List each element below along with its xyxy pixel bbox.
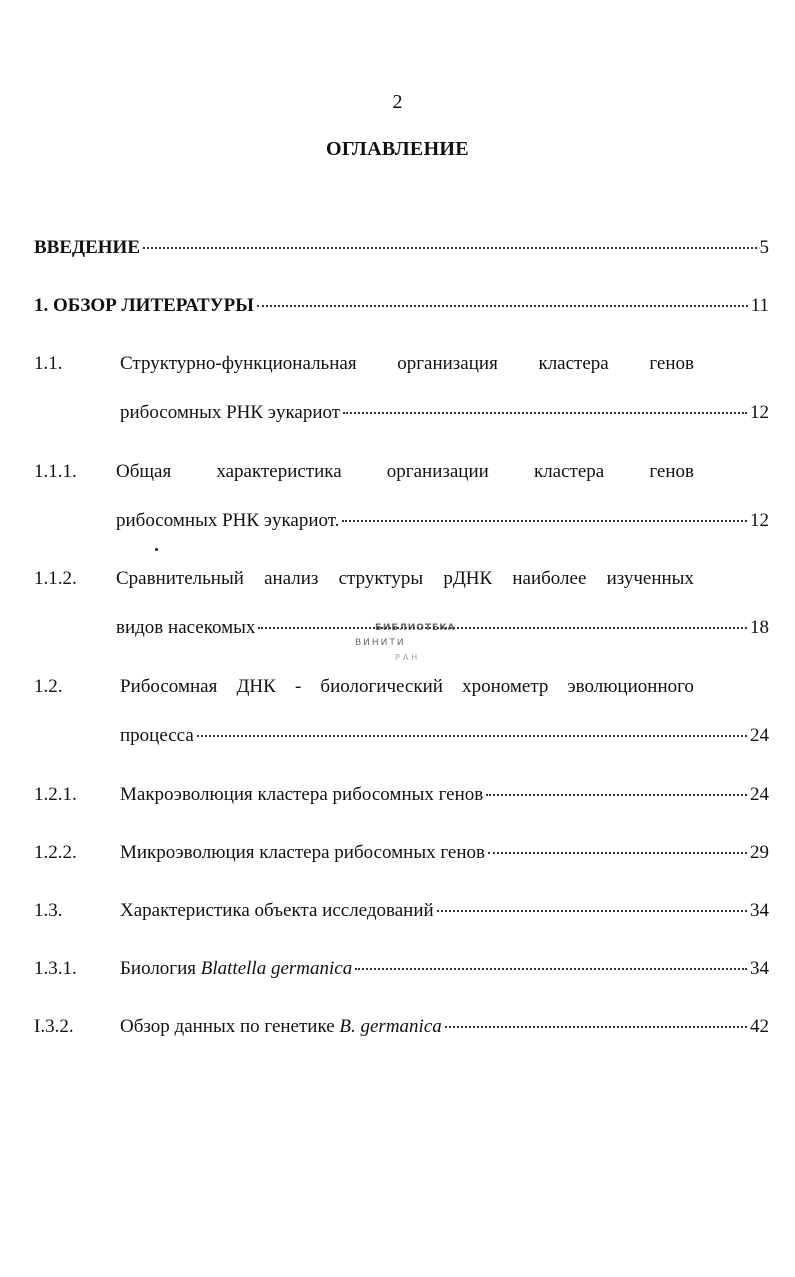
word: хронометр	[462, 676, 549, 697]
toc-entry-number: 1.1.	[34, 353, 63, 374]
toc-entry-number: 1.3.	[34, 900, 63, 921]
word: генов	[649, 353, 694, 374]
toc-entry-line1	[120, 674, 694, 700]
toc-entry-number: 1.3.1.	[34, 958, 77, 979]
word: структуры	[338, 568, 424, 589]
toc-entry-page: 34	[750, 958, 769, 979]
toc-entry-label: рибосомных РНК эукариот	[120, 402, 341, 423]
library-stamp	[335, 618, 510, 668]
toc-entry-label: ВВЕДЕНИЕ	[34, 237, 140, 258]
stamp-line-1: БИБЛИОТЕКА	[375, 623, 456, 633]
toc-entry-label: процесса	[120, 725, 194, 746]
dot-leader	[342, 520, 747, 522]
toc-entry-line1	[116, 566, 694, 592]
toc-entry-line	[120, 840, 769, 866]
toc-entry-number: 1.2.1.	[34, 784, 77, 805]
dot-leader	[486, 794, 747, 796]
dot-leader	[355, 968, 747, 970]
toc-entry-page: 18	[750, 617, 769, 638]
toc-entry-number: 1.1.1.	[34, 461, 77, 482]
toc-entry-label: 1. ОБЗОР ЛИТЕРАТУРЫ	[34, 295, 254, 316]
word: организация	[397, 353, 498, 374]
toc-entry-line1	[116, 459, 694, 485]
toc-entry-1-1-1-cont[interactable]	[34, 508, 769, 534]
label-italic: Blattella germanica	[200, 958, 353, 979]
toc-entry-label: Микроэволюция кластера рибосомных генов	[120, 842, 485, 863]
toc-entry-number: I.3.2.	[34, 1016, 74, 1037]
toc-entry-literature-review[interactable]	[34, 293, 769, 319]
stamp-line-2: ВИНИТИ	[355, 638, 406, 648]
toc-entry-label	[120, 1014, 442, 1040]
toc-entry-label: рибосомных РНК эукариот.	[116, 510, 340, 531]
toc-entry-1-3-2[interactable]	[34, 1014, 769, 1040]
toc-entry-line	[120, 1014, 769, 1040]
word: анализ	[264, 568, 319, 589]
toc-entry-page: 5	[759, 237, 769, 258]
toc-entry-line2	[120, 400, 769, 426]
toc-entry-1-3[interactable]	[34, 898, 769, 924]
dot-leader	[343, 412, 747, 414]
word: -	[294, 676, 302, 697]
toc-entry-1-2[interactable]	[34, 674, 769, 700]
toc-entry-1-1-1[interactable]	[34, 459, 769, 485]
toc-entry-1-3-1[interactable]	[34, 956, 769, 982]
label-italic: B. germanica	[339, 1016, 442, 1037]
toc-entry-label: видов насекомых	[116, 617, 256, 638]
word: ДНК	[236, 676, 276, 697]
word: Сравнительный	[116, 568, 244, 589]
dot-leader	[143, 247, 757, 249]
toc-entry-1-1[interactable]	[34, 351, 769, 377]
word: биологический	[320, 676, 443, 697]
word: генов	[649, 461, 694, 482]
dot-leader	[445, 1026, 747, 1028]
word: эволюционного	[567, 676, 694, 697]
dot-leader	[488, 852, 747, 854]
dot-leader	[257, 305, 748, 307]
toc-entry-line	[120, 898, 769, 924]
toc-entry-page: 12	[750, 402, 769, 423]
toc-entry-1-2-1[interactable]	[34, 782, 769, 808]
word: Рибосомная	[120, 676, 218, 697]
toc-entry-page: 42	[750, 1016, 769, 1037]
toc-entry-line	[120, 782, 769, 808]
dot-leader	[197, 735, 747, 737]
toc-entry-page: 12	[750, 510, 769, 531]
toc-entry-page: 11	[750, 295, 769, 316]
toc-entry-line2	[120, 723, 769, 749]
toc-entry-label: Характеристика объекта исследований	[120, 900, 434, 921]
word: кластера	[538, 353, 609, 374]
toc-entry-line	[120, 956, 769, 982]
toc-entry-1-2-cont[interactable]	[34, 723, 769, 749]
toc-entry-page: 24	[750, 784, 769, 805]
toc-entry-label: Макроэволюция кластера рибосомных генов	[120, 784, 484, 805]
toc-entry-line2	[116, 508, 769, 534]
toc-entry-page: 34	[750, 900, 769, 921]
toc-entry-number: 1.1.2.	[34, 568, 77, 589]
toc-entry-number: 1.2.	[34, 676, 63, 697]
word: организации	[386, 461, 489, 482]
toc-entry-1-2-2[interactable]	[34, 840, 769, 866]
toc-entry-number: 1.2.2.	[34, 842, 77, 863]
word: наиболее	[512, 568, 587, 589]
word: характеристика	[216, 461, 342, 482]
label-plain: Биология	[120, 958, 201, 979]
word: Общая	[116, 461, 172, 482]
word: изученных	[606, 568, 694, 589]
word: кластера	[533, 461, 605, 482]
toc-entry-label	[120, 956, 352, 982]
page-number: 2	[392, 91, 403, 113]
toc-entry-page: 29	[750, 842, 769, 863]
dot-leader	[437, 910, 747, 912]
word: Структурно-функциональная	[120, 353, 357, 374]
toc-entry-introduction[interactable]	[34, 235, 769, 261]
toc-entry-line1	[120, 351, 694, 377]
stamp-line-3: РАН	[395, 653, 421, 662]
word: рДНК	[443, 568, 493, 589]
label-plain: Обзор данных по генетике	[120, 1016, 340, 1037]
toc-entry-1-1-cont[interactable]	[34, 400, 769, 426]
toc-entry-page: 24	[750, 725, 769, 746]
toc-entry-1-1-2[interactable]	[34, 566, 769, 592]
scan-speck	[155, 548, 158, 551]
toc-title: ОГЛАВЛЕНИЕ	[326, 138, 469, 160]
